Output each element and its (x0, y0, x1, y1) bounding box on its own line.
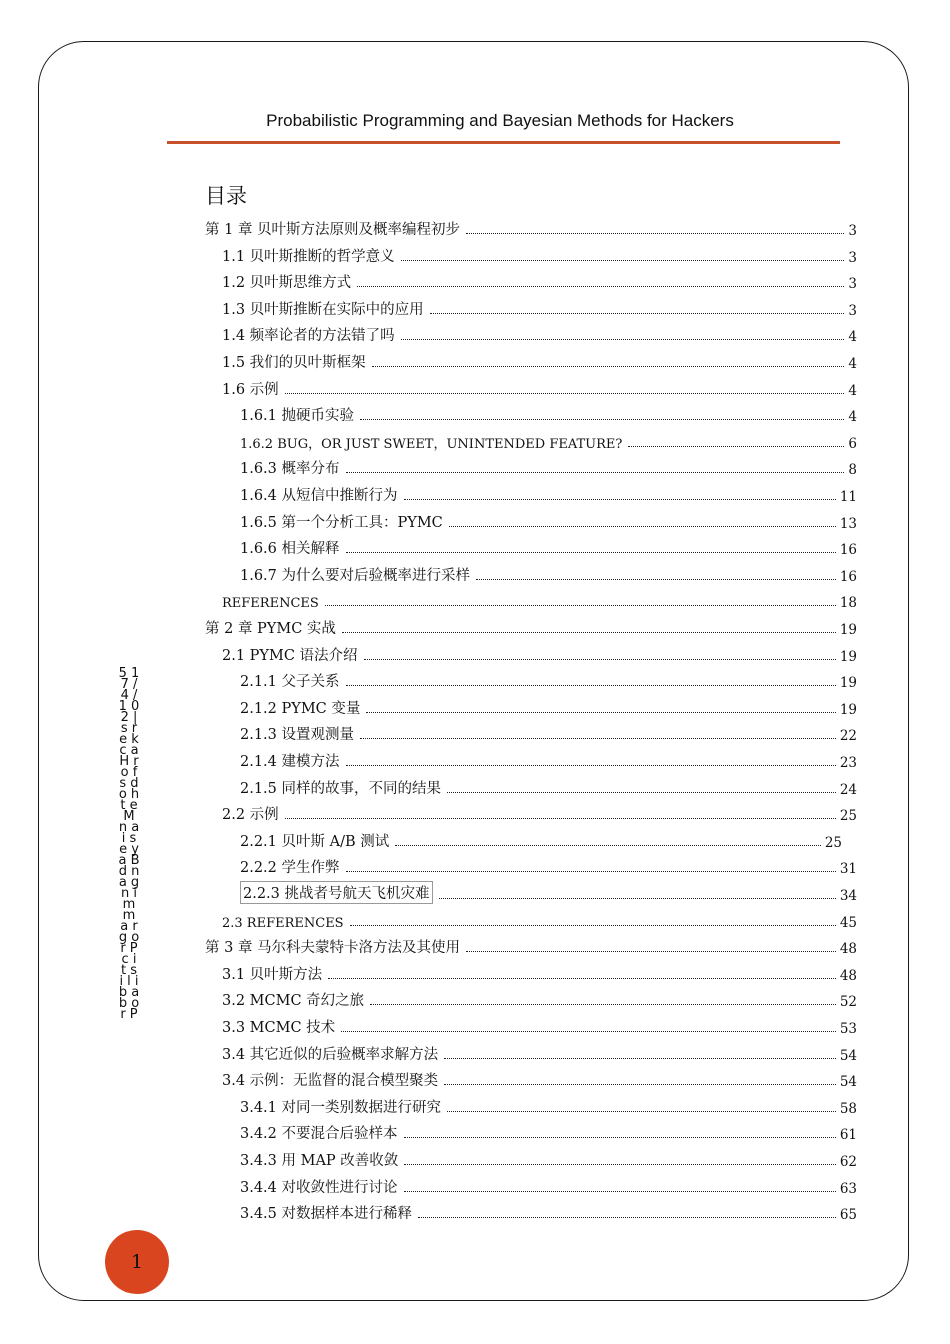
toc-entry[interactable] (240, 536, 857, 558)
toc-leader-dots (447, 1111, 836, 1112)
toc-leader-dots (404, 1191, 836, 1192)
toc-entry-page: 52 (839, 994, 857, 1011)
toc-entry[interactable] (222, 589, 857, 611)
toc-entry-label: 1.6.4 从短信中推断行为 (240, 488, 398, 504)
toc-leader-dots (466, 951, 836, 952)
toc-leader-dots (476, 579, 836, 580)
toc-entry-label: 1.3 贝叶斯推断在实际中的应用 (222, 301, 424, 318)
toc-leader-dots (628, 446, 844, 447)
toc-entry[interactable] (205, 935, 857, 957)
toc-entry[interactable] (222, 350, 857, 372)
toc-entry-page: 4 (848, 356, 857, 372)
toc-leader-dots (325, 605, 836, 606)
toc-entry-page: 18 (839, 595, 857, 612)
toc-entry-label: 2.1.1 父子关系 (240, 674, 340, 691)
toc-entry[interactable] (240, 510, 857, 532)
toc-entry-label: 1.6.1 抛硬币实验 (240, 408, 355, 425)
toc-entry-label: 2.1.2 PYMC 变量 (240, 700, 361, 717)
toc-leader-dots (444, 1058, 836, 1059)
toc-entry[interactable] (240, 696, 857, 718)
toc-entry-label: REFERENCES (222, 596, 319, 612)
toc-entry-label: 3.4.5 对数据样本进行稀释 (240, 1206, 413, 1223)
toc-entry-label: 2.1.3 设置观测量 (240, 727, 355, 744)
toc-entry[interactable] (222, 244, 857, 266)
toc-entry-page: 34 (839, 888, 857, 904)
toc-entry-page: 31 (839, 861, 857, 878)
toc-leader-dots (449, 526, 836, 527)
toc-entry-label: 第 1 章 贝叶斯方法原则及概率编程初步 (205, 222, 461, 238)
toc-entry-page: 4 (848, 382, 857, 399)
toc-entry-label: 3.4 示例：无监督的混合模型聚类 (222, 1073, 439, 1090)
toc-entry-page: 62 (839, 1154, 857, 1170)
toc-entry[interactable] (240, 1201, 857, 1223)
toc-entry-page: 3 (848, 302, 857, 319)
toc-entry[interactable] (222, 643, 857, 665)
toc-leader-dots (346, 472, 845, 473)
toc-leader-dots (466, 233, 844, 234)
toc-entry-page: 24 (839, 781, 857, 798)
toc-entry-label: 2.2.2 学生作弊 (240, 860, 340, 877)
toc-entry[interactable] (222, 1015, 857, 1037)
toc-leader-dots (372, 366, 845, 367)
toc-entry-page: 23 (839, 755, 857, 771)
toc-leader-dots (328, 978, 836, 979)
toc-entry[interactable] (222, 802, 857, 824)
toc-entry[interactable] (222, 323, 857, 345)
toc-leader-dots (395, 845, 821, 846)
toc-entry-page: 54 (839, 1074, 857, 1091)
toc-leader-dots (346, 871, 836, 872)
toc-entry[interactable] (240, 456, 857, 478)
toc-entry[interactable] (222, 297, 857, 319)
toc-leader-dots (346, 552, 836, 553)
toc-entry-label: 1.6.3 概率分布 (240, 461, 340, 478)
toc-entry-label: 1.6.6 相关解释 (240, 541, 340, 558)
toc-entry-page: 3 (848, 276, 857, 293)
toc-entry[interactable] (205, 616, 857, 638)
toc-entry-label: 2.2.3 挑战者号航天飞机灾难 (240, 881, 433, 904)
toc-heading: 目录 (205, 184, 247, 208)
toc-entry[interactable] (222, 1042, 857, 1064)
toc-entry[interactable] (240, 483, 857, 505)
toc-entry[interactable] (240, 403, 857, 425)
side-watermark-text: 5 1 7 / 4 / 1 0 2 | s r e k c a H r o f s d o h t e M n a i s e y a B d n a g n i m m a r g o r P c i t s i l i b a b o r P (118, 666, 140, 1022)
toc-entry-label: 3.4.1 对同一类别数据进行研究 (240, 1099, 442, 1116)
toc-entry[interactable] (240, 776, 857, 798)
toc-entry-label: 3.4 其它近似的后验概率求解方法 (222, 1046, 439, 1063)
toc-leader-dots (404, 499, 836, 500)
toc-entry-label: 2.3 REFERENCES (222, 915, 344, 931)
toc-leader-dots (342, 632, 836, 633)
toc-leader-dots (357, 286, 844, 287)
toc-entry[interactable] (240, 1121, 857, 1143)
toc-entry[interactable] (240, 749, 857, 771)
toc-entry-page: 48 (839, 967, 857, 984)
toc-entry[interactable] (240, 563, 857, 585)
toc-entry[interactable] (240, 855, 857, 877)
toc-leader-dots (346, 685, 836, 686)
toc-entry-page: 65 (839, 1207, 857, 1224)
toc-leader-dots (444, 1084, 836, 1085)
toc-leader-dots (401, 339, 845, 340)
toc-entry-page: 63 (839, 1180, 857, 1197)
toc-entry[interactable] (222, 909, 857, 931)
toc-entry-label: 2.2 示例 (222, 807, 279, 824)
toc-entry-page: 19 (839, 648, 857, 665)
toc-entry-label: 2.1 PYMC 语法介绍 (222, 647, 358, 664)
toc-entry-page: 13 (839, 515, 857, 532)
toc-entry-page: 19 (839, 622, 857, 638)
toc-entry-page: 58 (839, 1100, 857, 1117)
running-header-title: Probabilistic Programming and Bayesian Methods for Hackers (266, 111, 734, 130)
toc-leader-dots (401, 260, 845, 261)
toc-entry-page: 3 (848, 223, 857, 239)
toc-entry-page: 48 (839, 941, 857, 958)
toc-leader-dots (364, 659, 836, 660)
toc-entry-page: 25 (824, 834, 842, 851)
header-rule (167, 141, 840, 144)
toc-leader-dots (370, 1004, 836, 1005)
toc-entry[interactable] (240, 669, 857, 691)
toc-leader-dots (350, 925, 836, 926)
toc-leader-dots (404, 1164, 836, 1165)
toc-entry-page: 6 (848, 435, 857, 452)
toc-entry-label: 2.2.1 贝叶斯 A/B 测试 (240, 833, 390, 850)
toc-entry-label: 第 3 章 马尔科夫蒙特卡洛方法及其使用 (205, 940, 461, 957)
toc-entry[interactable] (222, 988, 857, 1010)
toc-entry-page: 4 (848, 409, 857, 426)
toc-entry-label: 3.2 MCMC 奇幻之旅 (222, 993, 365, 1010)
toc-entry-label: 2.1.5 同样的故事，不同的结果 (240, 780, 442, 797)
toc-entry[interactable] (240, 1175, 857, 1197)
toc-leader-dots (439, 898, 836, 899)
toc-entry-page: 16 (839, 542, 857, 559)
toc-entry-label: 1.6.7 为什么要对后验概率进行采样 (240, 567, 471, 584)
toc-entry-label: 1.6 示例 (222, 381, 279, 398)
toc-entry-page: 45 (839, 914, 857, 931)
toc-entry-page: 61 (839, 1127, 857, 1144)
toc-entry-page: 54 (839, 1047, 857, 1064)
toc-leader-dots (285, 818, 836, 819)
toc-entry-page: 53 (839, 1021, 857, 1037)
toc-entry[interactable] (240, 882, 857, 904)
toc-entry[interactable] (222, 377, 857, 399)
toc-entry[interactable] (240, 829, 842, 851)
toc-entry[interactable] (240, 722, 857, 744)
toc-leader-dots (360, 738, 836, 739)
toc-entry-label: 3.4.4 对收敛性进行讨论 (240, 1179, 398, 1196)
toc-entry[interactable] (222, 962, 857, 984)
toc-entry-label: 1.2 贝叶斯思维方式 (222, 275, 352, 292)
toc-leader-dots (404, 1137, 836, 1138)
toc-entry-label: 3.1 贝叶斯方法 (222, 966, 323, 983)
toc-entry-label: 1.6.5 第一个分析工具：PYMC (240, 514, 443, 531)
toc-entry-page: 8 (848, 462, 857, 479)
toc-entry-page: 19 (839, 675, 857, 692)
toc-entry-label: 1.1 贝叶斯推断的哲学意义 (222, 248, 395, 265)
toc-entry[interactable] (205, 217, 857, 239)
toc-entry-label: 3.3 MCMC 技术 (222, 1020, 336, 1036)
toc-entry-label: 2.1.4 建模方法 (240, 754, 340, 770)
toc-entry-label: 3.4.2 不要混合后验样本 (240, 1126, 398, 1143)
toc-leader-dots (418, 1217, 836, 1218)
toc-entry-page: 19 (839, 701, 857, 718)
toc-entry-page: 25 (839, 808, 857, 825)
toc-entry[interactable] (240, 1095, 857, 1117)
toc-entry-page: 4 (848, 329, 857, 346)
toc-entry-page: 3 (848, 249, 857, 266)
toc-entry-label: 1.4 频率论者的方法错了吗 (222, 328, 395, 345)
toc-entry-page: 16 (839, 568, 857, 585)
toc-leader-dots (430, 313, 845, 314)
toc-entry-label: 1.6.2 BUG，OR JUST SWEET，UNINTENDED FEATURE? (240, 436, 623, 452)
toc-entry-label: 1.5 我们的贝叶斯框架 (222, 355, 366, 371)
toc-leader-dots (366, 712, 835, 713)
toc-leader-dots (285, 393, 845, 394)
toc-leader-dots (346, 765, 836, 766)
toc-entry[interactable] (222, 1068, 857, 1090)
toc-entry-label: 3.4.3 用 MAP 改善收敛 (240, 1153, 399, 1169)
toc-entry-page: 11 (839, 489, 857, 505)
toc-entry[interactable] (240, 430, 857, 452)
toc-leader-dots (341, 1031, 836, 1032)
toc-entry-label: 第 2 章 PYMC 实战 (205, 621, 336, 637)
page-number: 1 (130, 1251, 144, 1273)
toc-entry[interactable] (240, 1148, 857, 1170)
page-number-badge (105, 1230, 169, 1294)
toc-entry[interactable] (222, 270, 857, 292)
toc-leader-dots (360, 419, 844, 420)
toc-entry-page: 22 (839, 728, 857, 745)
toc-leader-dots (447, 792, 836, 793)
